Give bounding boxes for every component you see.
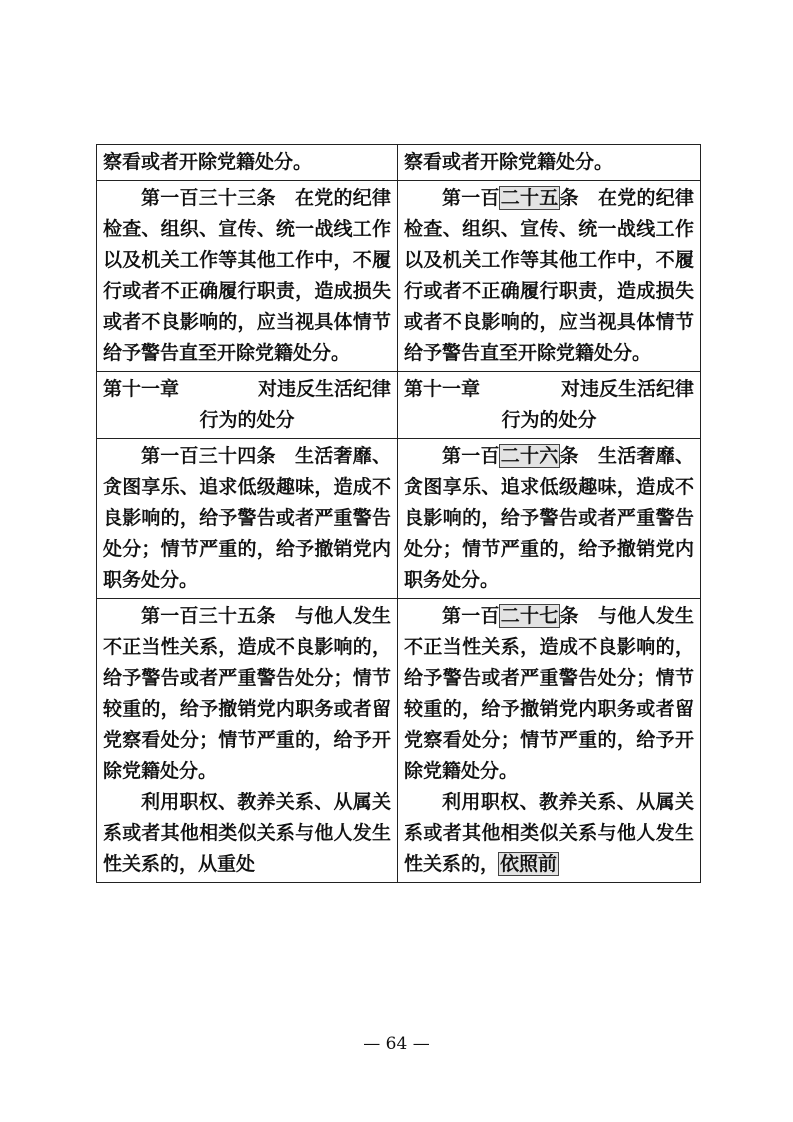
new-cell — [398, 599, 701, 883]
article-text: 在党的纪律检查、组织、宣传、统一战线工作以及机关工作等其他工作中，不履行或者不正确履行职责，造成损失或者不良影响的，应当视具体情节给予警告直至开除党籍处分。 — [404, 187, 694, 364]
article-text: 与他人发生不正当性关系，造成不良影响的，给予警告或者严重警告处分；情节较重的，给予撤销党内职务或者留党察看处分；情节严重的，给予开除党籍处分。 — [103, 605, 391, 782]
chapter-title: 对违反生活纪律 — [257, 378, 391, 400]
article-paragraph — [103, 183, 391, 369]
article-number-highlight: 二十七 — [500, 605, 559, 627]
old-cell — [97, 599, 398, 883]
article-number: 三十四 — [198, 445, 257, 467]
table-row — [97, 439, 701, 599]
article-text: 生活奢靡、贪图享乐、追求低级趣味，造成不良影响的，给予警告或者严重警告处分；情节严重的，给予撤销党内职务处分。 — [103, 445, 391, 591]
article-paragraph-2 — [404, 787, 694, 880]
article-prefix: 第一百 — [141, 605, 199, 627]
old-cell — [97, 145, 398, 181]
chapter-title-cont: 行为的处分 — [199, 409, 295, 431]
cell-text: 察看或者开除党籍处分。 — [404, 151, 614, 173]
article-prefix: 第一百 — [442, 187, 500, 209]
article-suffix: 条 — [559, 187, 579, 209]
old-cell — [97, 372, 398, 439]
chapter-title: 对违反生活纪律 — [560, 378, 694, 400]
new-cell — [398, 372, 701, 439]
article-prefix: 第一百 — [141, 445, 199, 467]
chapter-number: 第十一章 — [103, 378, 180, 400]
article-suffix: 条 — [256, 445, 276, 467]
new-cell — [398, 145, 701, 181]
old-cell — [97, 439, 398, 599]
article-number-highlight: 二十六 — [500, 445, 559, 467]
article-suffix: 条 — [256, 605, 276, 627]
text-change-highlight: 依照前 — [500, 853, 558, 875]
cell-text: 察看或者开除党籍处分。 — [103, 151, 313, 173]
chapter-title-cont: 行为的处分 — [501, 409, 597, 431]
article-text: 生活奢靡、贪图享乐、追求低级趣味，造成不良影响的，给予警告或者严重警告处分；情节严重的，给予撤销党内职务处分。 — [404, 445, 694, 591]
new-cell — [398, 439, 701, 599]
page-number: — 64 — — [363, 1034, 430, 1054]
article-paragraph-2: 利用职权、教养关系、从属关系或者其他相类似关系与他人发生性关系的，从重处 — [103, 791, 391, 875]
chapter-number: 第十一章 — [404, 378, 481, 400]
article-prefix: 第一百 — [442, 445, 500, 467]
article-suffix: 条 — [256, 187, 276, 209]
table-row — [97, 145, 701, 181]
chapter-heading — [404, 374, 694, 405]
article-text: 利用职权、教养关系、从属关系或者其他相类似关系与他人发生性关系的， — [404, 791, 694, 875]
article-paragraph — [404, 601, 694, 787]
new-cell — [398, 181, 701, 372]
article-number-highlight: 二十五 — [500, 187, 559, 209]
article-paragraph — [404, 441, 694, 596]
chapter-heading — [103, 374, 391, 405]
comparison-table — [96, 144, 701, 883]
article-paragraph — [404, 183, 694, 369]
article-prefix: 第一百 — [141, 187, 199, 209]
article-prefix: 第一百 — [442, 605, 500, 627]
article-text: 与他人发生不正当性关系，造成不良影响的，给予警告或者严重警告处分；情节较重的，给予撤销党内职务或者留党察看处分；情节严重的，给予开除党籍处分。 — [404, 605, 694, 782]
old-cell — [97, 181, 398, 372]
article-paragraph — [103, 601, 391, 787]
article-suffix: 条 — [559, 445, 579, 467]
table-row — [97, 599, 701, 883]
article-suffix: 条 — [559, 605, 579, 627]
table-row — [97, 372, 701, 439]
article-number: 三十五 — [198, 605, 257, 627]
table-row — [97, 181, 701, 372]
article-text: 在党的纪律检查、组织、宣传、统一战线工作以及机关工作等其他工作中，不履行或者不正确履行职责，造成损失或者不良影响的，应当视具体情节给予警告直至开除党籍处分。 — [103, 187, 391, 364]
article-number: 三十三 — [198, 187, 257, 209]
article-paragraph — [103, 441, 391, 596]
